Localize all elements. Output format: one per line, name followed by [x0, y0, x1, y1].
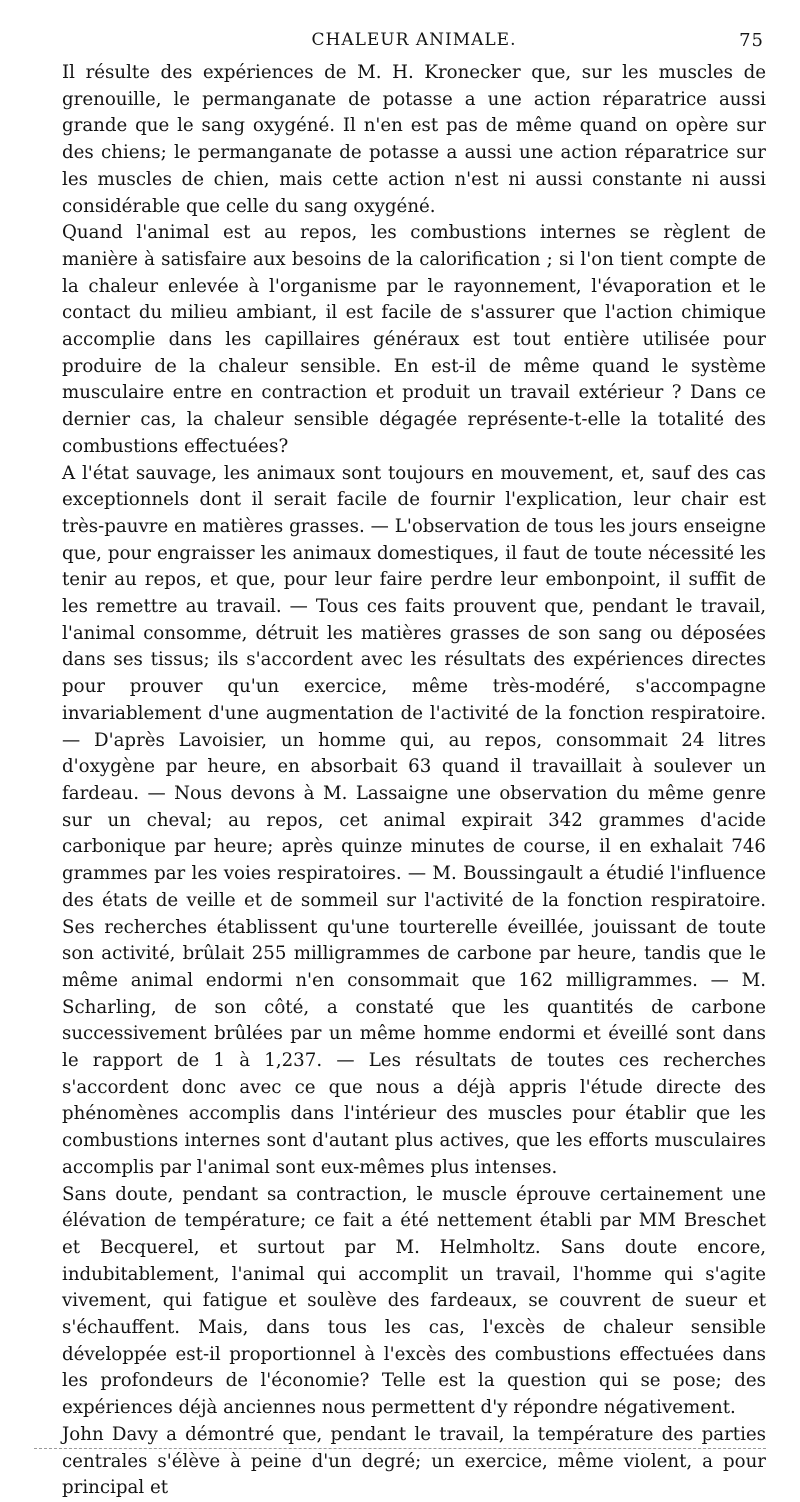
- paragraph-repos: Quand l'animal est au repos, les combustions internes se règlent de manière à satisfaire aux besoins de la calorification ; si l'on tient compte de la chaleur enlevée à l'organisme par le rayonnement, l'évaporation et le contact du milieu ambiant, il est facile de s'assurer que l'action chimique accomplie dans les capillaires généraux est tout entière utilisée pour produire de la chaleur sensible. En est-il de même quand le système musculaire entre en contraction et produit un travail extérieur ? Dans ce dernier cas, la chaleur sensible dégagée représente-t-elle la totalité des combustions effectuées?: [62, 222, 766, 457]
- paragraph-contraction: Sans doute, pendant sa contraction, le muscle éprouve certainement une élévation de température; ce fait a été nettement établi par MM Breschet et Becquerel, et surtout par M. Helmholtz. Sans doute encore, indubitablement, l'animal qui accomplit un travail, l'homme qui s'agite vivement, qui fatigue et soulève des fardeaux, se couvrent de sueur et s'échauffent. Mais, dans tous les cas, l'excès de chaleur sensible développée est-il proportionnel à l'excès des combustions effectuées dans les profondeurs de l'économie? Telle est la question qui se pose; des expériences déjà anciennes nous permettent d'y répondre négativement.: [62, 1183, 766, 1419]
- body-text: [62, 60, 766, 1502]
- paragraph-john-davy: John Davy a démontré que, pendant le travail, la température des parties centrales s'élève à peine d'un degré; un exercice, même violent, a pour principal et: [62, 1423, 766, 1499]
- bottom-dotted-rule: [34, 1448, 766, 1449]
- paragraph-kronecker: Il résulte des expériences de M. H. Kronecker que, sur les muscles de grenouille, le permanganate de potasse a une action réparatrice aussi grande que le sang oxygéné. Il n'en est pas de même quand on opère sur des chiens; le permanganate de potasse a aussi une action réparatrice sur les muscles de chien, mais cette action n'est ni aussi constante ni aussi considérable que celle du sang oxygéné.: [62, 62, 766, 217]
- running-title: CHALEUR ANIMALE.: [311, 30, 517, 50]
- page-number: 75: [739, 30, 764, 51]
- running-header: [62, 28, 766, 60]
- paragraph-etat-sauvage: A l'état sauvage, les animaux sont toujours en mouvement, et, sauf des cas exceptionnels dont il serait facile de fournir l'explication, leur chair est très-pauvre en matières grasses. — L'observation de tous les jours enseigne que, pour engraisser les animaux domestiques, il faut de toute nécessité les tenir au repos, et que, pour leur faire perdre leur embonpoint, il suffit de les remettre au travail. — Tous ces faits prouvent que, pendant le travail, l'animal consomme, détruit les matières grasses de son sang ou déposées dans ses tissus; ils s'accordent avec les résultats des expériences directes pour prouver qu'un exercice, même très-modéré, s'accompagne invariablement d'une augmentation de l'activité de la fonction respiratoire. — D'après Lavoisier, un homme qui, au repos, consommait 24 litres d'oxygène par heure, en absorbait 63 quand il travaillait à soulever un fardeau. — Nous devons à M. Lassaigne une observation du même genre sur un cheval; au repos, cet animal expirait 342 grammes d'acide carbonique par heure; après quinze minutes de course, il en exhalait 746 grammes par les voies respiratoires. — M. Boussingault a étudié l'influence des états de veille et de sommeil sur l'activité de la fonction respiratoire. Ses recherches établissent qu'une tourterelle éveillée, jouissant de toute son activité, brûlait 255 milligrammes de carbone par heure, tandis que le même animal endormi n'en consommait que 162 milligrammes. — M. Scharling, de son côté, a constaté que les quantités de carbone successivement brûlées par un même homme endormi et éveillé sont dans le rapport de 1 à 1,237. — Les résultats de toutes ces recherches s'accordent donc avec ce que nous a déjà appris l'étude directe des phénomènes accomplis dans l'intérieur des muscles pour établir que les combustions internes sont d'autant plus actives, que les efforts musculaires accomplis par l'animal sont eux-mêmes plus intenses.: [62, 462, 766, 1178]
